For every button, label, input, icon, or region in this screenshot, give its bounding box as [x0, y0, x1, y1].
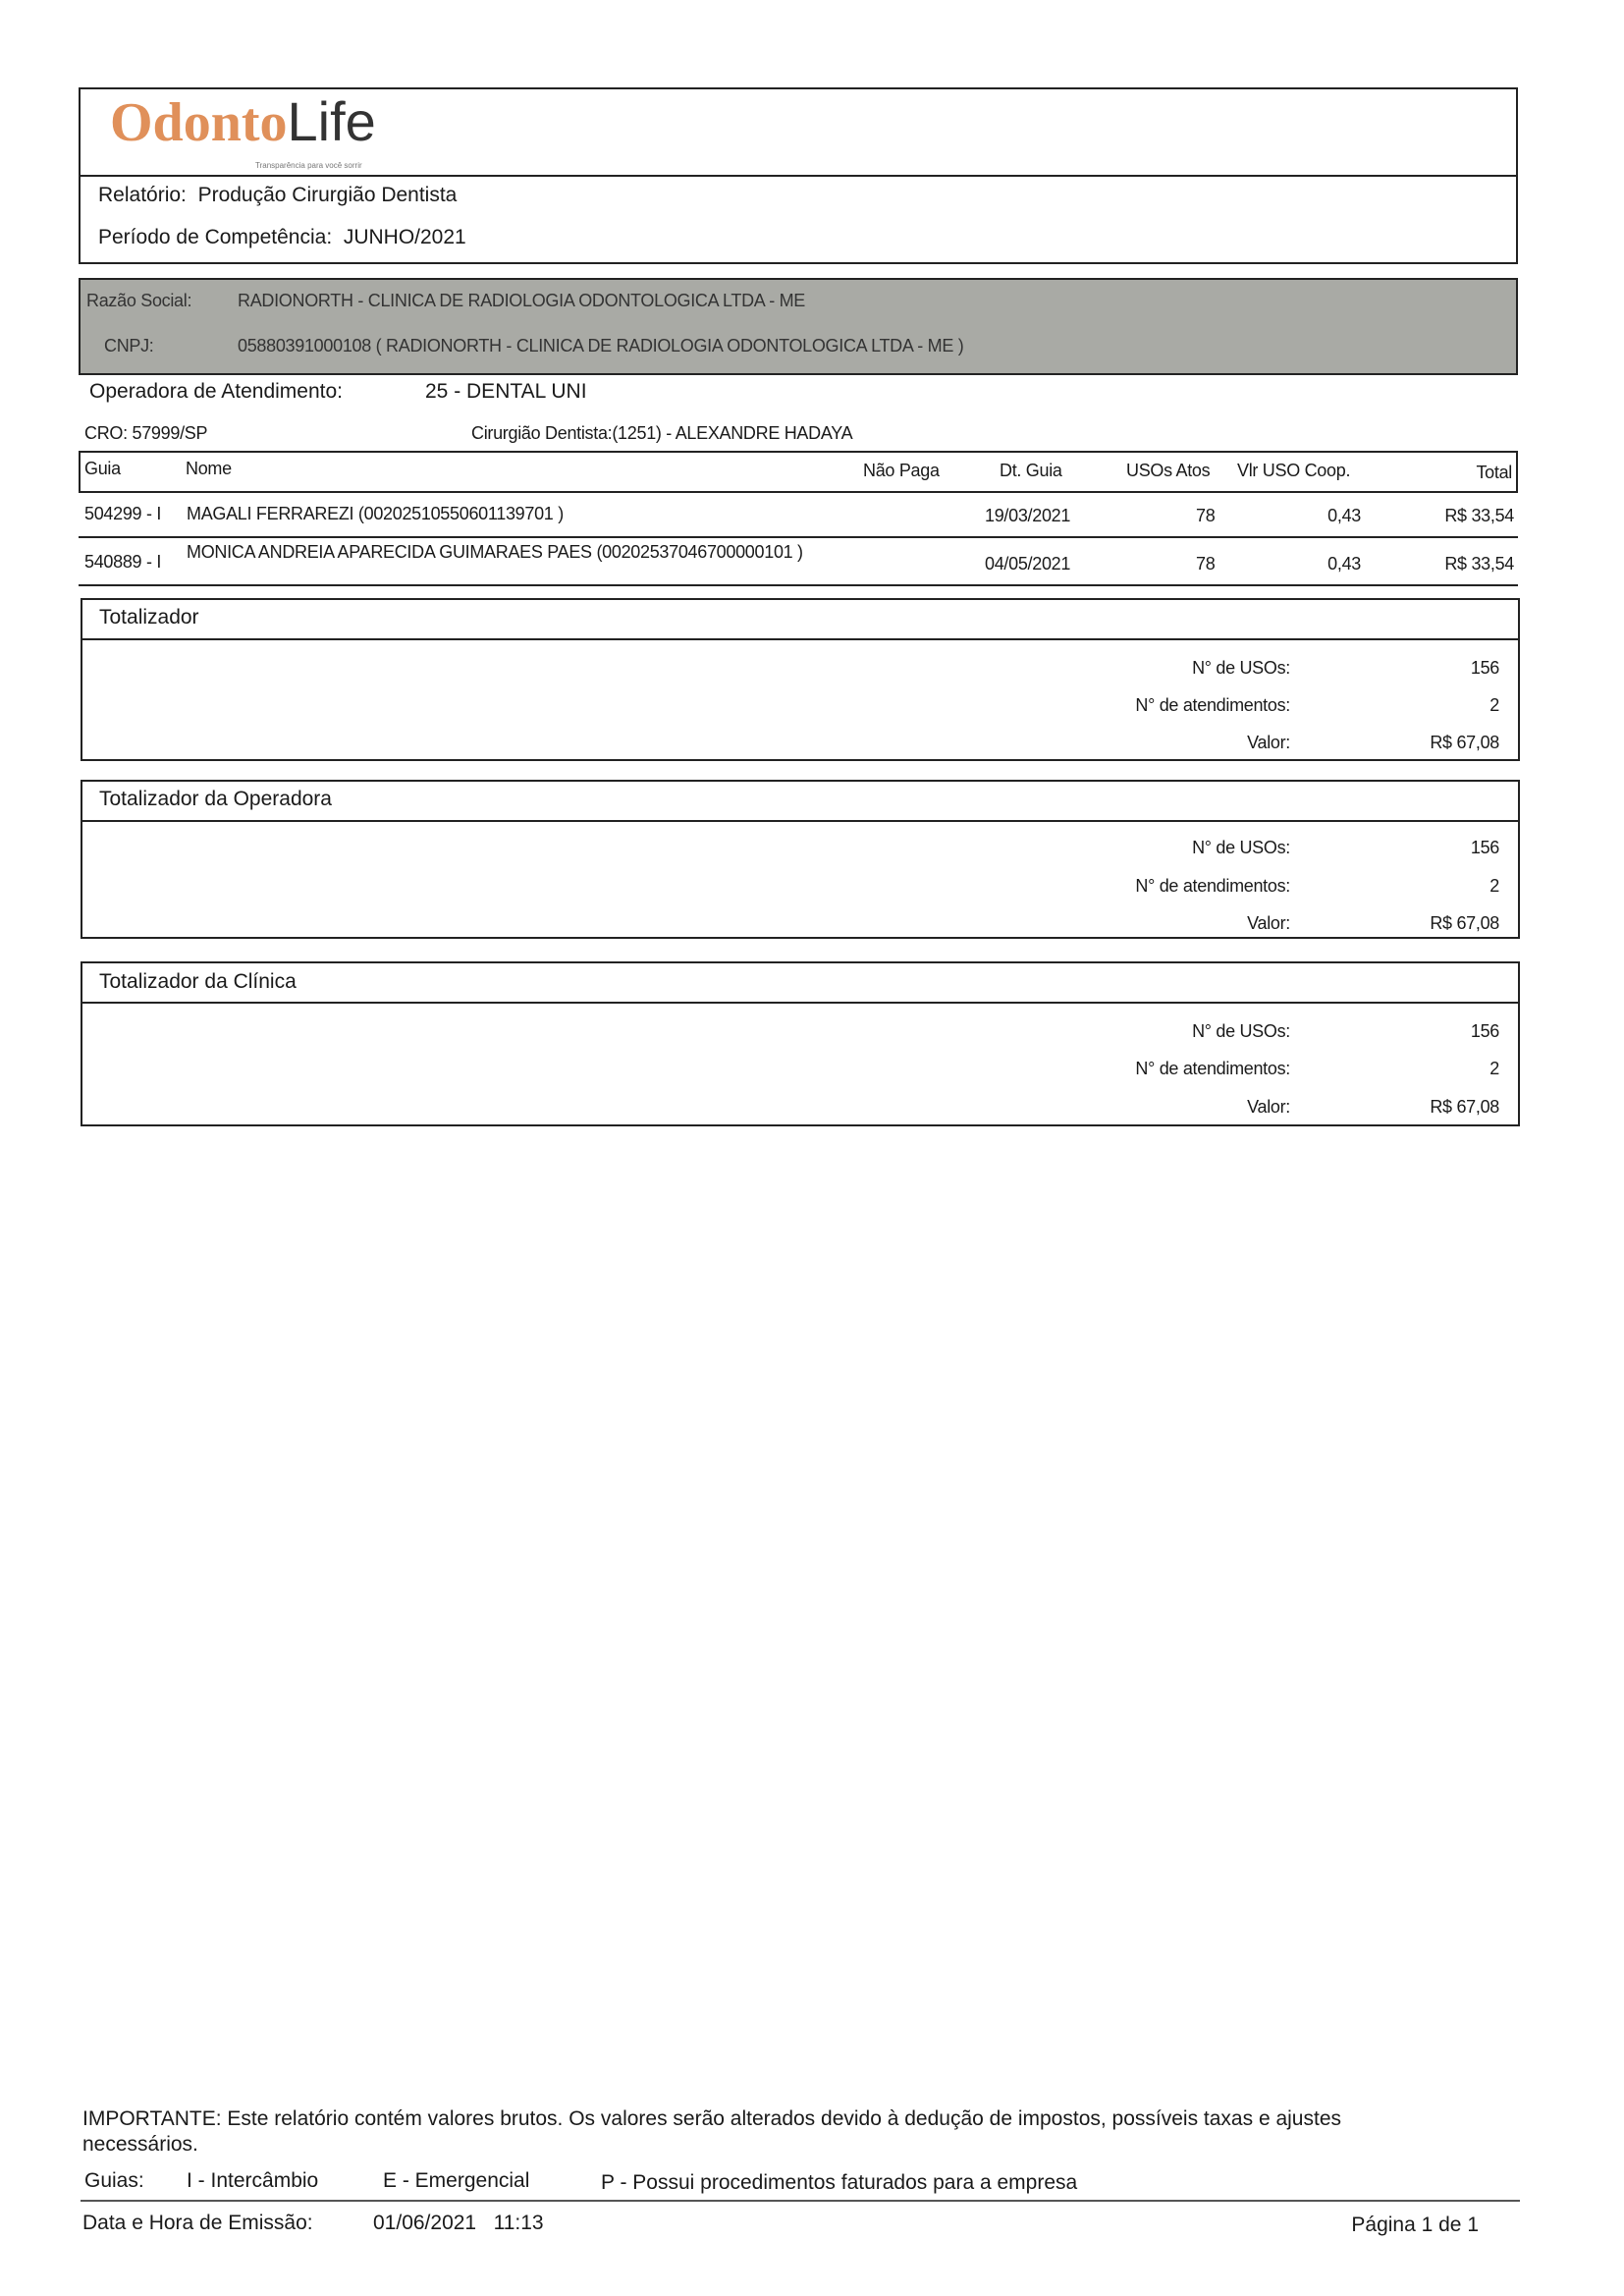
totalizador-title: Totalizador da Clínica	[99, 970, 297, 993]
emissao-value: 01/06/2021 11:13	[373, 2212, 544, 2234]
row-divider	[79, 584, 1518, 586]
row-dt: 04/05/2021	[985, 554, 1071, 574]
valor-value: R$ 67,08	[1430, 733, 1499, 752]
atend-label: N° de atendimentos:	[1135, 695, 1290, 715]
row-nome: MONICA ANDREIA APARECIDA GUIMARAES PAES (00202537046700000101 )	[187, 542, 803, 562]
cro	[84, 423, 207, 444]
valor-label: Valor:	[1247, 733, 1290, 752]
logo-tagline: Transparência para você sorrir	[255, 161, 362, 170]
row-guia: 540889 - I	[84, 552, 162, 572]
report-label: Relatório:	[98, 184, 187, 206]
footer-divider	[81, 2200, 1520, 2202]
row-divider	[79, 536, 1518, 538]
page-number: Página 1 de 1	[1351, 2214, 1479, 2236]
atend-label: N° de atendimentos:	[1135, 1059, 1290, 1078]
usos-label: N° de USOs:	[1192, 1021, 1290, 1041]
period-label: Período de Competência:	[98, 226, 333, 248]
guia-p: P - Possui procedimentos faturados para a empresa	[601, 2171, 1078, 2194]
valor-label: Valor:	[1247, 913, 1290, 933]
row-usos: 78	[1196, 506, 1216, 525]
row-vlr: 0,43	[1327, 554, 1361, 574]
odontolife-logo	[110, 92, 376, 152]
valor-value: R$ 67,08	[1430, 1097, 1499, 1117]
cro-value: 57999/SP	[132, 423, 208, 443]
atend-label: N° de atendimentos:	[1135, 876, 1290, 896]
row-dt: 19/03/2021	[985, 506, 1071, 525]
totalizador-title: Totalizador	[99, 606, 199, 629]
logo-brand-orange: Odonto	[110, 92, 288, 153]
divider	[81, 638, 1520, 640]
row-usos: 78	[1196, 554, 1216, 574]
atend-value: 2	[1489, 1059, 1499, 1078]
cnpj-label: CNPJ:	[104, 336, 154, 355]
report-title	[98, 184, 457, 207]
col-vlr: Vlr USO Coop.	[1237, 461, 1351, 480]
col-nao-paga: Não Paga	[863, 461, 940, 480]
atend-value: 2	[1489, 876, 1499, 896]
guias-label: Guias:	[84, 2169, 144, 2192]
usos-value: 156	[1470, 838, 1499, 857]
col-total: Total	[1476, 463, 1512, 482]
cnpj-value: 05880391000108 ( RADIONORTH - CLINICA DE RADIOLOGIA ODONTOLOGICA LTDA - ME )	[238, 336, 964, 355]
razao-value: RADIONORTH - CLINICA DE RADIOLOGIA ODONTOLOGICA LTDA - ME	[238, 291, 806, 310]
logo-brand-dark: Life	[287, 90, 376, 152]
col-usos: USOs Atos	[1126, 461, 1211, 480]
row-nome: MAGALI FERRAREZI (00202510550601139701 )	[187, 504, 564, 523]
valor-label: Valor:	[1247, 1097, 1290, 1117]
usos-value: 156	[1470, 658, 1499, 678]
guia-i: I - Intercâmbio	[187, 2169, 319, 2192]
guia-e: E - Emergencial	[383, 2169, 530, 2192]
usos-label: N° de USOs:	[1192, 658, 1290, 678]
usos-value: 156	[1470, 1021, 1499, 1041]
operadora-label: Operadora de Atendimento:	[89, 380, 344, 403]
atend-value: 2	[1489, 695, 1499, 715]
row-total: R$ 33,54	[1444, 554, 1514, 574]
important-note: IMPORTANTE: Este relatório contém valores brutos. Os valores serão alterados devido à dedução de impostos, possíveis taxas e ajustes	[82, 2107, 1341, 2130]
col-nome: Nome	[186, 459, 232, 478]
valor-value: R$ 67,08	[1430, 913, 1499, 933]
important-note-cont: necessários.	[82, 2133, 198, 2156]
dentist: Cirurgião Dentista:(1251) - ALEXANDRE HADAYA	[471, 423, 853, 443]
period-value: JUNHO/2021	[343, 226, 466, 248]
col-dt-guia: Dt. Guia	[1000, 461, 1062, 480]
emissao-label: Data e Hora de Emissão:	[82, 2212, 313, 2234]
divider	[79, 175, 1518, 177]
col-guia: Guia	[84, 459, 121, 478]
divider	[81, 1002, 1520, 1004]
report-period	[98, 226, 466, 249]
report-value: Produção Cirurgião Dentista	[197, 184, 458, 206]
divider	[81, 820, 1520, 822]
totalizador-box	[81, 598, 1520, 761]
row-vlr: 0,43	[1327, 506, 1361, 525]
totalizador-title: Totalizador da Operadora	[99, 788, 332, 810]
cro-label: CRO:	[84, 423, 128, 443]
razao-label: Razão Social:	[86, 291, 192, 310]
row-total: R$ 33,54	[1444, 506, 1514, 525]
usos-label: N° de USOs:	[1192, 838, 1290, 857]
row-guia: 504299 - I	[84, 504, 162, 523]
operadora-value: 25 - DENTAL UNI	[425, 380, 587, 403]
